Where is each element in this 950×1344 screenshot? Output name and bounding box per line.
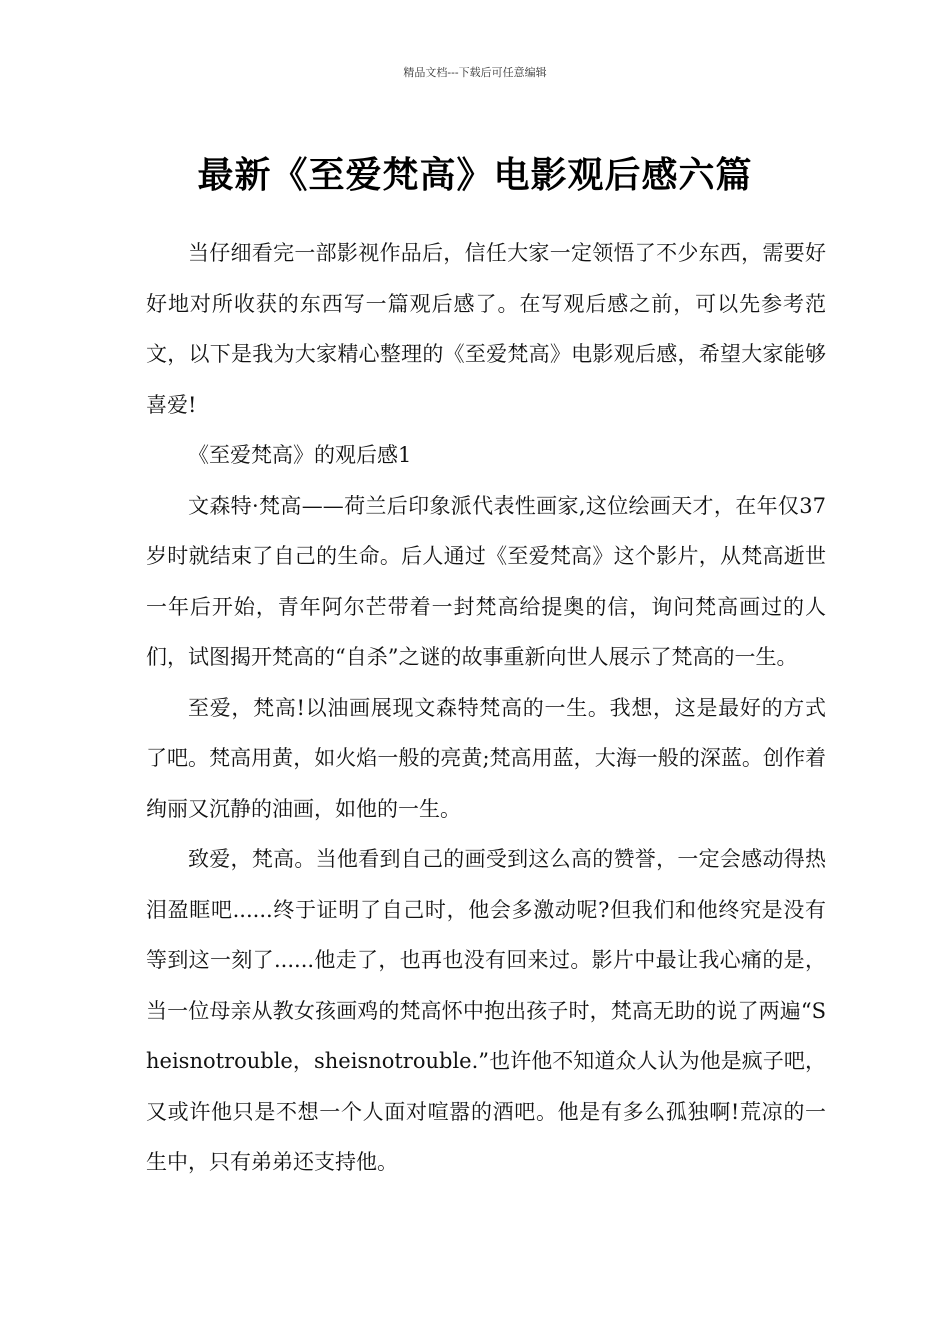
document-body [146, 228, 826, 1188]
page-header: 精品文档---下载后可任意编辑 [403, 66, 547, 79]
body-paragraph: 文森特·梵高——荷兰后印象派代表性画家,这位绘画天才，在年仅37岁时就结束了自己的生命。后人通过《至爱梵高》这个影片，从梵高逝世一年后开始，青年阿尔芒带着一封梵高给提奥的信，询问梵高画过的人们，试图揭开梵高的“自杀”之谜的故事重新向世人展示了梵高的一生。 [146, 493, 826, 669]
intro-paragraph: 当仔细看完一部影视作品后，信任大家一定领悟了不少东西，需要好好地对所收获的东西写一篇观后感了。在写观后感之前，可以先参考范文，以下是我为大家精心整理的《至爱梵高》电影观后感，希望大家能够喜爱! [146, 241, 826, 417]
section-heading: 《至爱梵高》的观后感1 [188, 443, 412, 467]
document-title: 最新《至爱梵高》电影观后感六篇 [197, 155, 753, 197]
body-paragraph: 致爱，梵高。当他看到自己的画受到这么高的赞誉，一定会感动得热泪盈眶吧......终于证明了自己时，他会多激动呢?但我们和他终究是没有等到这一刻了......他走了，也再也没有回来过。影片中最让我心痛的是，当一位母亲从教女孩画鸡的梵高怀中抱出孩子时，梵高无助的说了两遍“Sheisnotrouble，sheisnotrouble.”也许他不知道众人认为他是疯子吧，又或许他只是不想一个人面对喧嚣的酒吧。他是有多么孤独啊!荒凉的一生中，只有弟弟还支持他。 [146, 847, 826, 1174]
body-paragraph: 至爱，梵高!以油画展现文森特梵高的一生。我想，这是最好的方式了吧。梵高用黄，如火焰一般的亮黄;梵高用蓝，大海一般的深蓝。创作着绚丽又沉静的油画，如他的一生。 [146, 695, 826, 821]
